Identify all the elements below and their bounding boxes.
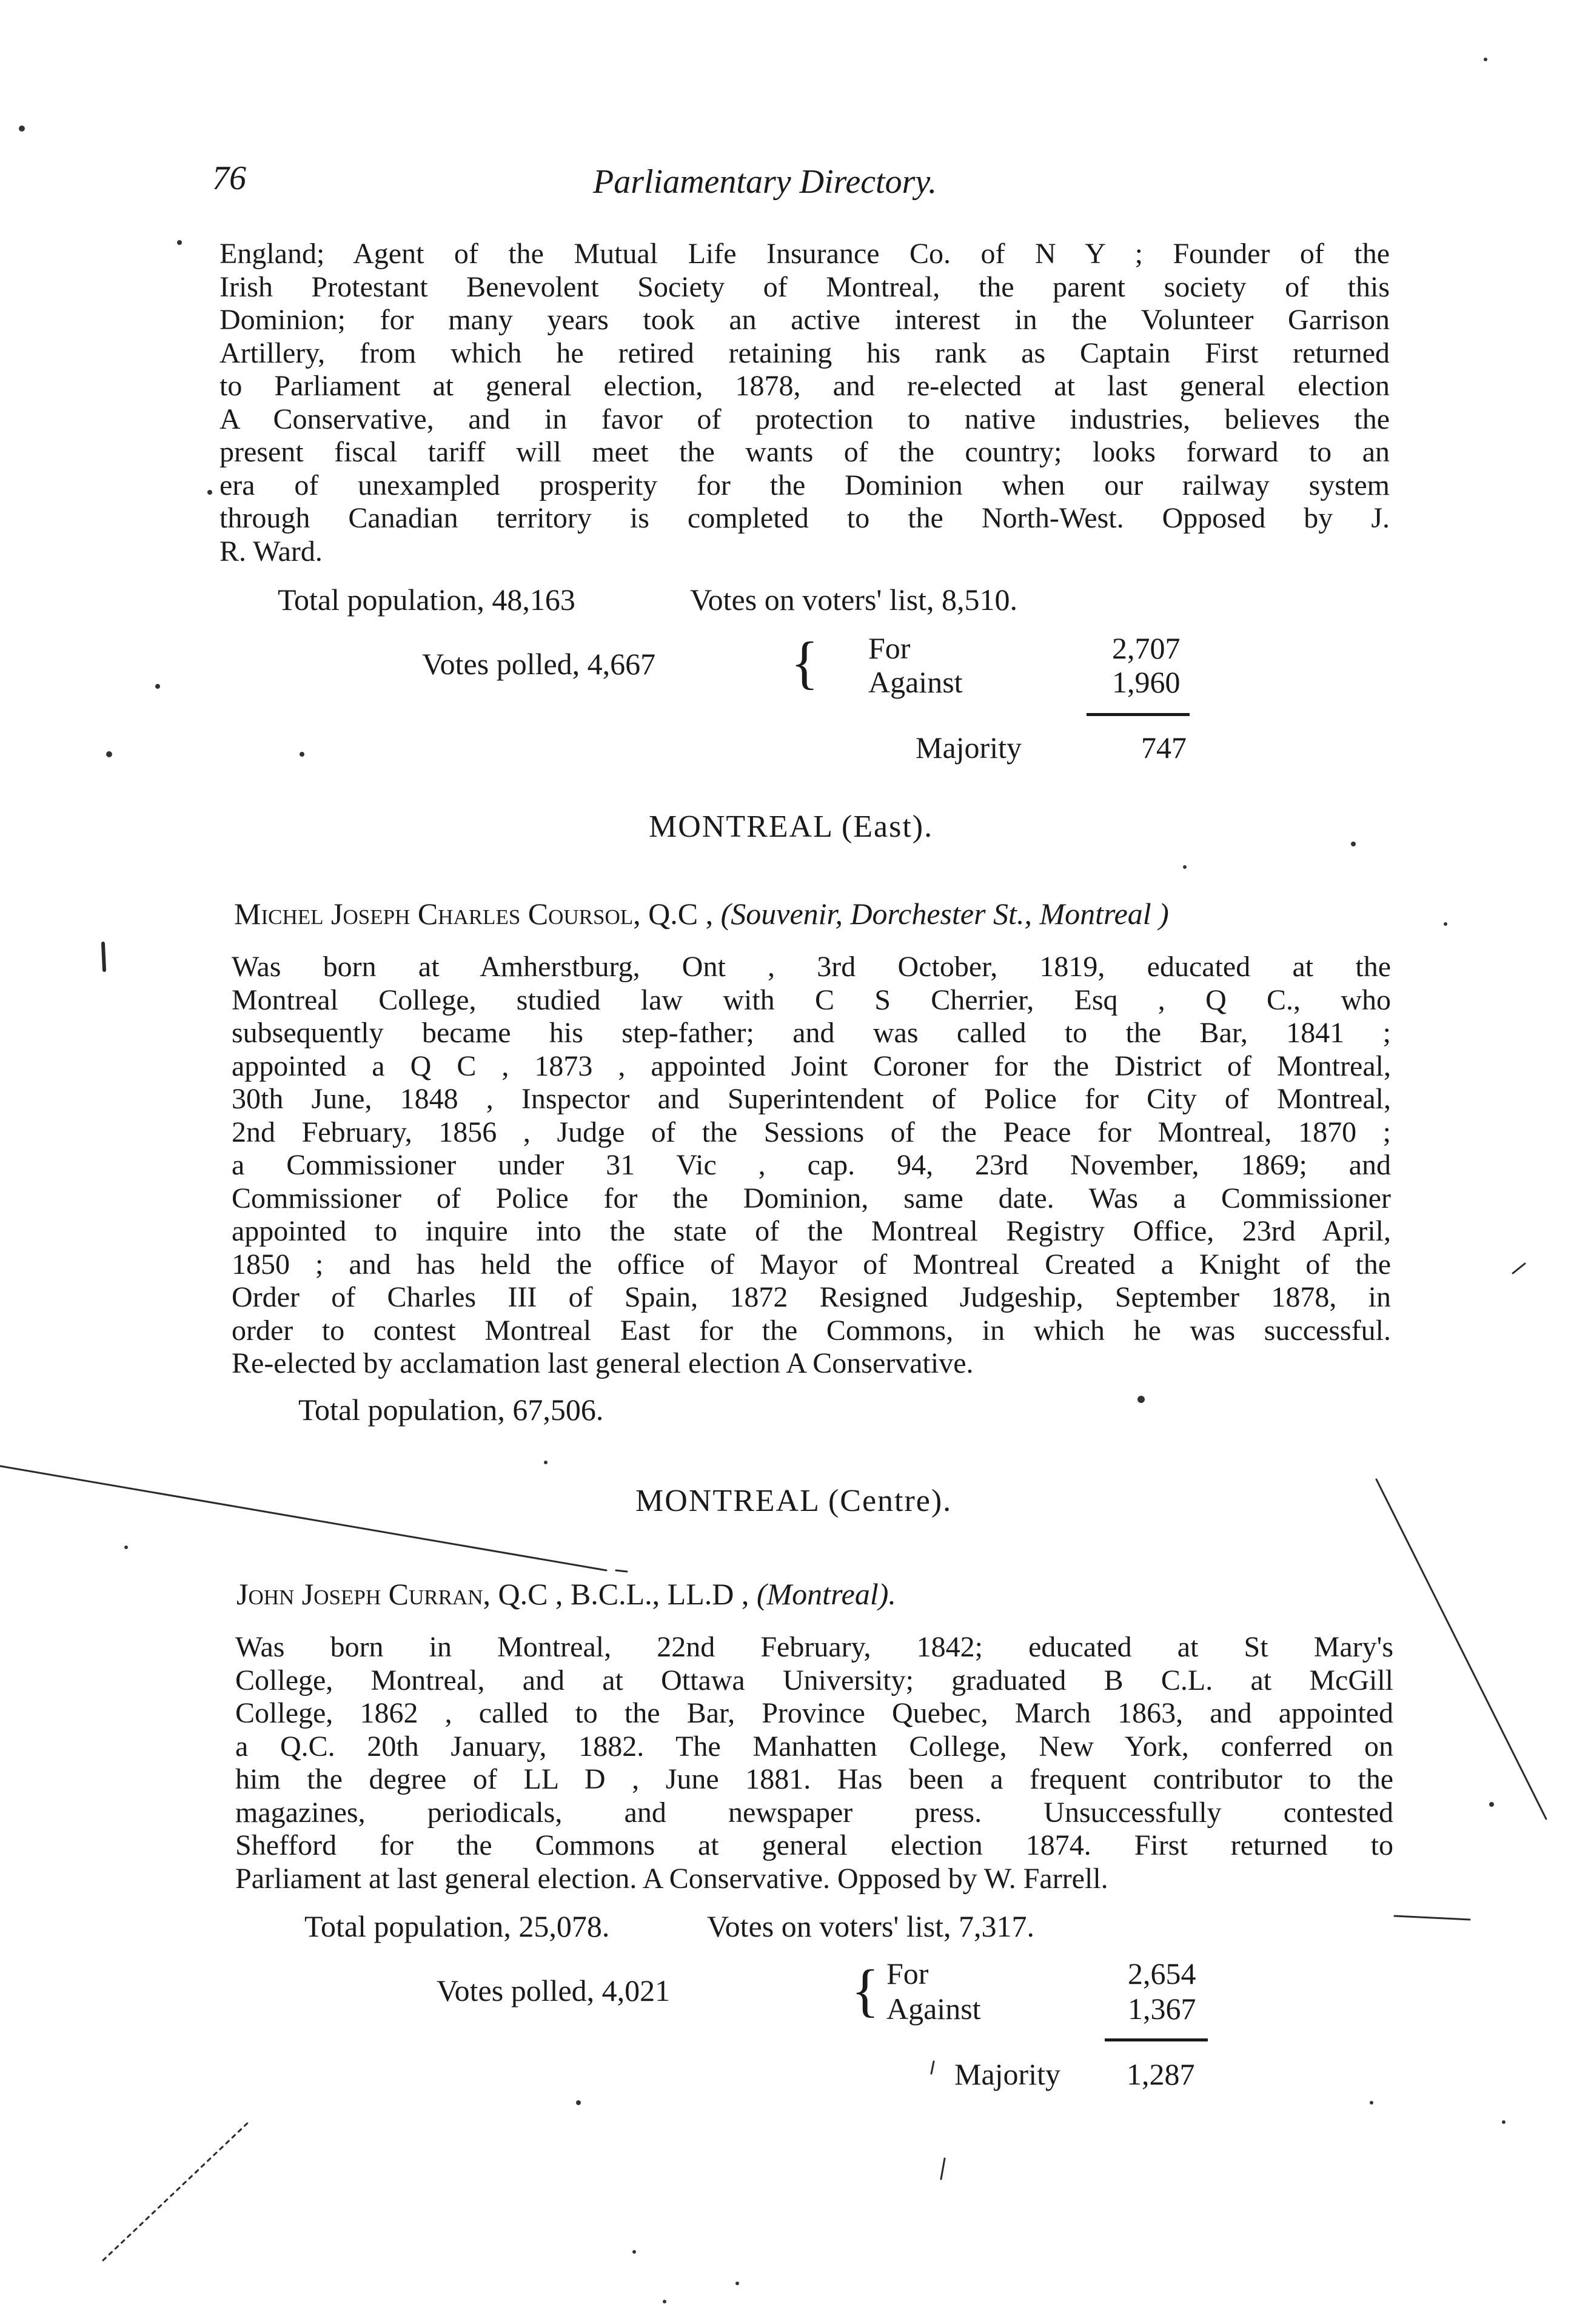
majority-label-centre: Majority [954, 2057, 1060, 2091]
population-line-east: Total population, 67,506. [298, 1393, 604, 1427]
text-line: Was born in Montreal, 22nd February, 1842; educated at St Mary's [235, 1631, 1393, 1663]
text-line: R. Ward. [219, 535, 323, 568]
text-line: him the degree of LL D , June 1881. Has been a frequent contributor to the [235, 1763, 1393, 1795]
stray-line-bottom [1395, 1916, 1470, 1920]
section-heading-east: MONTREAL (East). [649, 809, 934, 844]
text-line: Artillery, from which he retired retaining his rank as Captain First returned [219, 337, 1390, 369]
speck-15 [632, 2250, 636, 2254]
text-line: England; Agent of the Mutual Life Insurance Co. of N Y ; Founder of the [219, 238, 1390, 270]
text-line: appointed to inquire into the state of the Montreal Registry Office, 23rd April, [232, 1215, 1391, 1247]
speck-8 [1351, 842, 1356, 846]
voters-list-line-centre: Votes on voters' list, 7,317. [707, 1909, 1035, 1943]
stray-tick-3 [941, 2158, 945, 2179]
text-line: Was born at Amherstburg, Ont , 3rd October, 1819, educated at the [232, 951, 1391, 983]
text-line: order to contest Montreal East for the Commons, in which he was successful. [232, 1314, 1391, 1347]
speck-10 [544, 1461, 548, 1464]
against-label-1: Against [868, 665, 963, 699]
majority-label-1: Majority [916, 731, 1022, 765]
against-value-1: 1,960 [1112, 665, 1181, 699]
text-line: Commissioner of Police for the Dominion, same date. Was a Commissioner [232, 1182, 1391, 1214]
text-line: era of unexampled prosperity for the Dominion when our railway system [219, 469, 1390, 501]
brace-1: { [791, 630, 819, 695]
population-line-1: Total population, 48,163 [278, 583, 575, 617]
stray-tick-5 [616, 1570, 627, 1572]
member-name-east: Michel Joseph Charles Coursol, Q.C , [234, 897, 714, 931]
text-line: Dominion; for many years took an active interest in the Volunteer Garrison [219, 304, 1390, 336]
speck-13 [576, 2100, 581, 2105]
population-line-centre: Total population, 25,078. [304, 1909, 610, 1943]
text-line: Parliament at last general election. A Conservative. Opposed by W. Farrell. [235, 1862, 1108, 1895]
speck-16 [735, 2282, 739, 2285]
text-line: present fiscal tariff will meet the wants of the country; looks forward to an [219, 436, 1390, 468]
stray-line-corner [103, 2122, 249, 2260]
text-line: 1850 ; and has held the office of Mayor of Montreal Created a Knight of the [232, 1248, 1391, 1281]
text-line: 30th June, 1848 , Inspector and Superintendent of Police for City of Montreal, [232, 1083, 1391, 1115]
text-line: through Canadian territory is completed to the North-West. Opposed by J. [219, 502, 1390, 534]
speck-2 [1484, 58, 1487, 61]
speck-19 [1183, 865, 1187, 869]
voters-list-line-1: Votes on voters' list, 8,510. [690, 583, 1018, 617]
member-address-centre: (Montreal). [756, 1577, 896, 1611]
text-line: College, Montreal, and at Ottawa University; graduated B C.L. at McGill [235, 1664, 1393, 1696]
text-line: 2nd February, 1856 , Judge of the Sessions of the Peace for Montreal, 1870 ; [232, 1116, 1391, 1148]
running-title: Parliamentary Directory. [593, 163, 937, 201]
for-value-centre: 2,654 [1128, 1957, 1196, 1991]
text-line: Order of Charles III of Spain, 1872 Resigned Judgeship, September 1878, in [232, 1281, 1391, 1313]
majority-value-centre: 1,287 [1127, 2057, 1195, 2091]
speck-17 [663, 2300, 666, 2303]
text-line: magazines, periodicals, and newspaper press. Unsuccessfully contested [235, 1796, 1393, 1829]
member-name-centre: John Joseph Curran, Q.C , B.C.L., LL.D , [236, 1577, 749, 1611]
stray-tick-2 [931, 2061, 934, 2074]
speck-6 [106, 751, 112, 757]
votes-polled-1: Votes polled, 4,667 [422, 647, 656, 681]
speck-18 [1502, 2120, 1506, 2124]
text-line: a Q.C. 20th January, 1882. The Manhatten College, New York, conferred on [235, 1730, 1393, 1763]
text-line: Re-elected by acclamation last general election A Conservative. [232, 1347, 974, 1379]
stray-tick-4 [1513, 1264, 1525, 1273]
speck-1 [19, 126, 25, 132]
against-value-centre: 1,367 [1128, 1992, 1196, 2026]
speck-7 [300, 752, 304, 757]
text-line: a Commissioner under 31 Vic , cap. 94, 23rd November, 1869; and [232, 1149, 1391, 1181]
speck-9 [1444, 922, 1447, 926]
page-number: 76 [212, 159, 246, 197]
votes-polled-centre: Votes polled, 4,021 [437, 1974, 671, 2008]
text-line: College, 1862 , called to the Bar, Province Quebec, March 1863, and appointed [235, 1697, 1393, 1729]
speck-3 [177, 240, 182, 245]
against-label-centre: Against [886, 1992, 981, 2026]
brace-centre: { [851, 1958, 880, 2023]
text-line: appointed a Q C , 1873 , appointed Joint Coroner for the District of Montreal, [232, 1050, 1391, 1082]
speck-5 [155, 684, 160, 689]
text-line: A Conservative, and in favor of protection to native industries, believes the [219, 403, 1390, 435]
speck-12 [1489, 1802, 1494, 1807]
speck-4 [207, 490, 212, 495]
for-label-centre: For [886, 1957, 929, 1991]
text-line: subsequently became his step-father; and was called to the Bar, 1841 ; [232, 1017, 1391, 1049]
speck-11 [124, 1545, 128, 1549]
speck-14 [1370, 2101, 1373, 2105]
text-line: Shefford for the Commons at general election 1874. First returned to [235, 1829, 1393, 1861]
text-line: to Parliament at general election, 1878, and re-elected at last general election [219, 370, 1390, 402]
for-value-1: 2,707 [1112, 631, 1181, 665]
stray-line-left [0, 1466, 606, 1570]
majority-value-1: 747 [1141, 731, 1187, 765]
text-line: Irish Protestant Benevolent Society of Montreal, the parent society of this [219, 270, 1390, 303]
member-address-east: (Souvenir, Dorchester St., Montreal ) [720, 897, 1169, 931]
speck-20 [1137, 1396, 1145, 1403]
text-line: Montreal College, studied law with C S Cherrier, Esq , Q C., who [232, 983, 1391, 1016]
stray-line-right [1376, 1479, 1546, 1819]
stray-tick-1 [103, 943, 104, 970]
section-heading-centre: MONTREAL (Centre). [635, 1484, 953, 1518]
for-label-1: For [868, 631, 911, 665]
